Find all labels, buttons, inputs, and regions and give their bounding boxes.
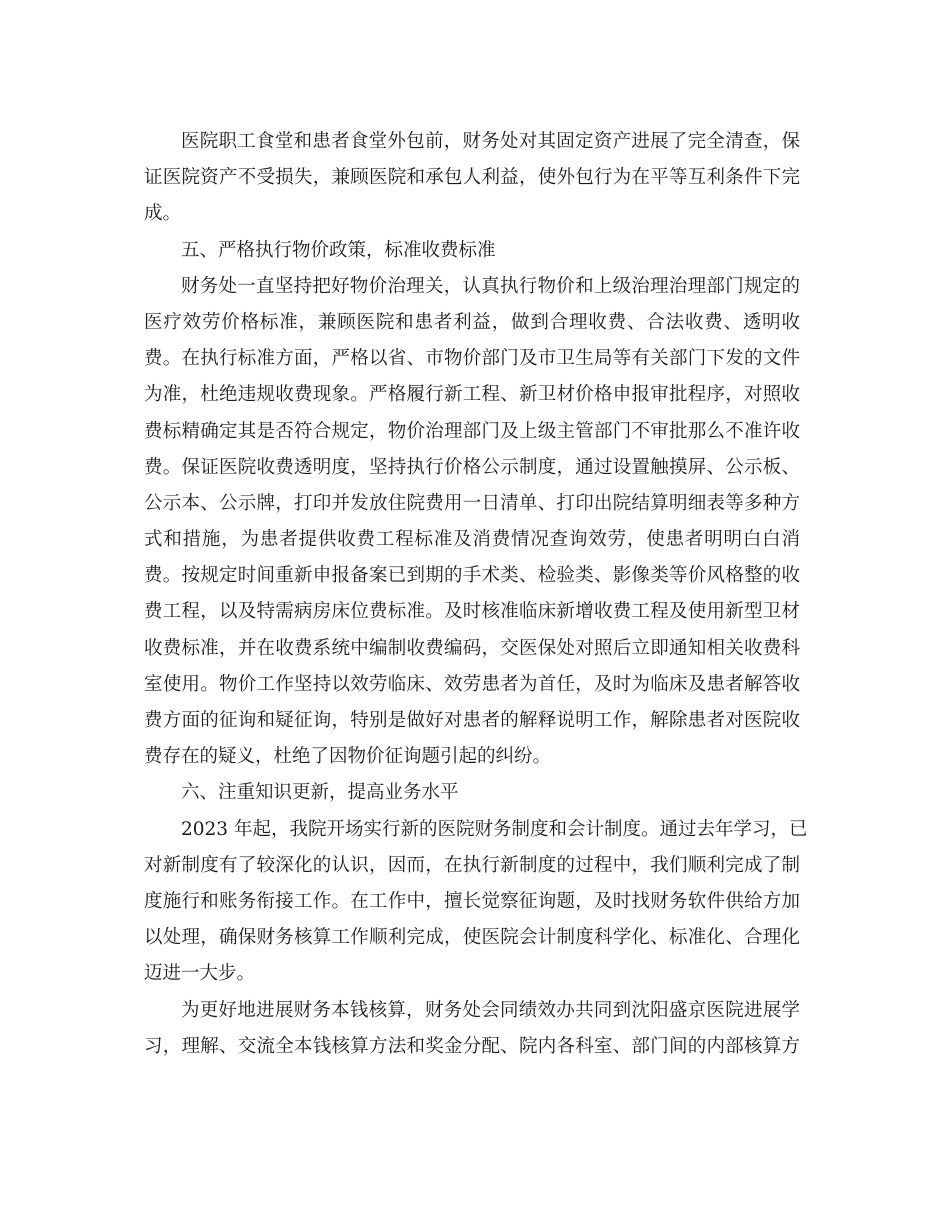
text-line: 费存在的疑义，杜绝了因物价征询题引起的纠纷。 (144, 746, 552, 768)
section-heading: 五、严格执行物价政策，标准收费标准 (181, 239, 496, 261)
text-line: 习，理解、交流全本钱核算方法和奖金分配、院内各科室、部门间的内部核算方 (144, 1035, 800, 1057)
text-line: 对新制度有了较深化的认识，因而，在执行新制度的过程中，我们顺利完成了制 (144, 854, 800, 876)
text-line: 为更好地进展财务本钱核算，财务处会同绩效办共同到沈阳盛京医院进展学 (181, 999, 800, 1021)
document-body (144, 124, 808, 1065)
text-line: 度施行和账务衔接工作。在工作中，擅长觉察征询题，及时找财务软件供给方加 (144, 890, 800, 912)
text-line: 费。在执行标准方面，严格以省、市物价部门及市卫生局等有关部门下发的文件 (144, 348, 800, 370)
text-line: 式和措施，为患者提供收费工程标准及消费情况查询效劳，使患者明明白白消 (144, 529, 800, 551)
text-line: 迈进一大步。 (144, 963, 256, 985)
text-line: 费工程，以及特需病房床位费标准。及时核准临床新增收费工程及使用新型卫材 (144, 601, 800, 623)
text-line: 费标精确定其是否符合规定，物价治理部门及上级主管部门不审批那么不准许收 (144, 420, 800, 442)
text-line: 成。 (144, 203, 182, 225)
text-line: 医疗效劳价格标准，兼顾医院和患者利益，做到合理收费、合法收费、透明收 (144, 311, 800, 333)
text-line: 公示本、公示牌，打印并发放住院费用一日清单、打印出院结算明细表等多种方 (144, 492, 800, 514)
text-line: 为准，杜绝违规收费现象。严格履行新工程、新卫材价格申报审批程序，对照收 (144, 384, 800, 406)
text-line: 以处理，确保财务核算工作顺利完成，使医院会计制度科学化、标准化、合理化 (144, 927, 800, 949)
text-line: 费。保证医院收费透明度，坚持执行价格公示制度，通过设置触摸屏、公示板、 (144, 456, 800, 478)
text-line: 室使用。物价工作坚持以效劳临床、效劳患者为首任，及时为临床及患者解答收 (144, 673, 800, 695)
text-line: 财务处一直坚持把好物价治理关，认真执行物价和上级治理治理部门规定的 (181, 275, 800, 297)
text-line: 2023 年起，我院开场实行新的医院财务制度和会计制度。通过去年学习，已 (181, 818, 808, 840)
section-heading: 六、注重知识更新，提高业务水平 (181, 782, 459, 804)
text-line: 证医院资产不受损失，兼顾医院和承包人利益，使外包行为在平等互利条件下完 (144, 167, 800, 189)
text-line: 费。按规定时间重新申报备案已到期的手术类、检验类、影像类等价风格整的收 (144, 565, 800, 587)
text-line: 费方面的征询和疑征询，特别是做好对患者的解释说明工作，解除患者对医院收 (144, 710, 800, 731)
text-line: 收费标准，并在收费系统中编制收费编码，交医保处对照后立即通知相关收费科 (144, 637, 800, 659)
text-line: 医院职工食堂和患者食堂外包前，财务处对其固定资产进展了完全清查，保 (181, 131, 800, 152)
